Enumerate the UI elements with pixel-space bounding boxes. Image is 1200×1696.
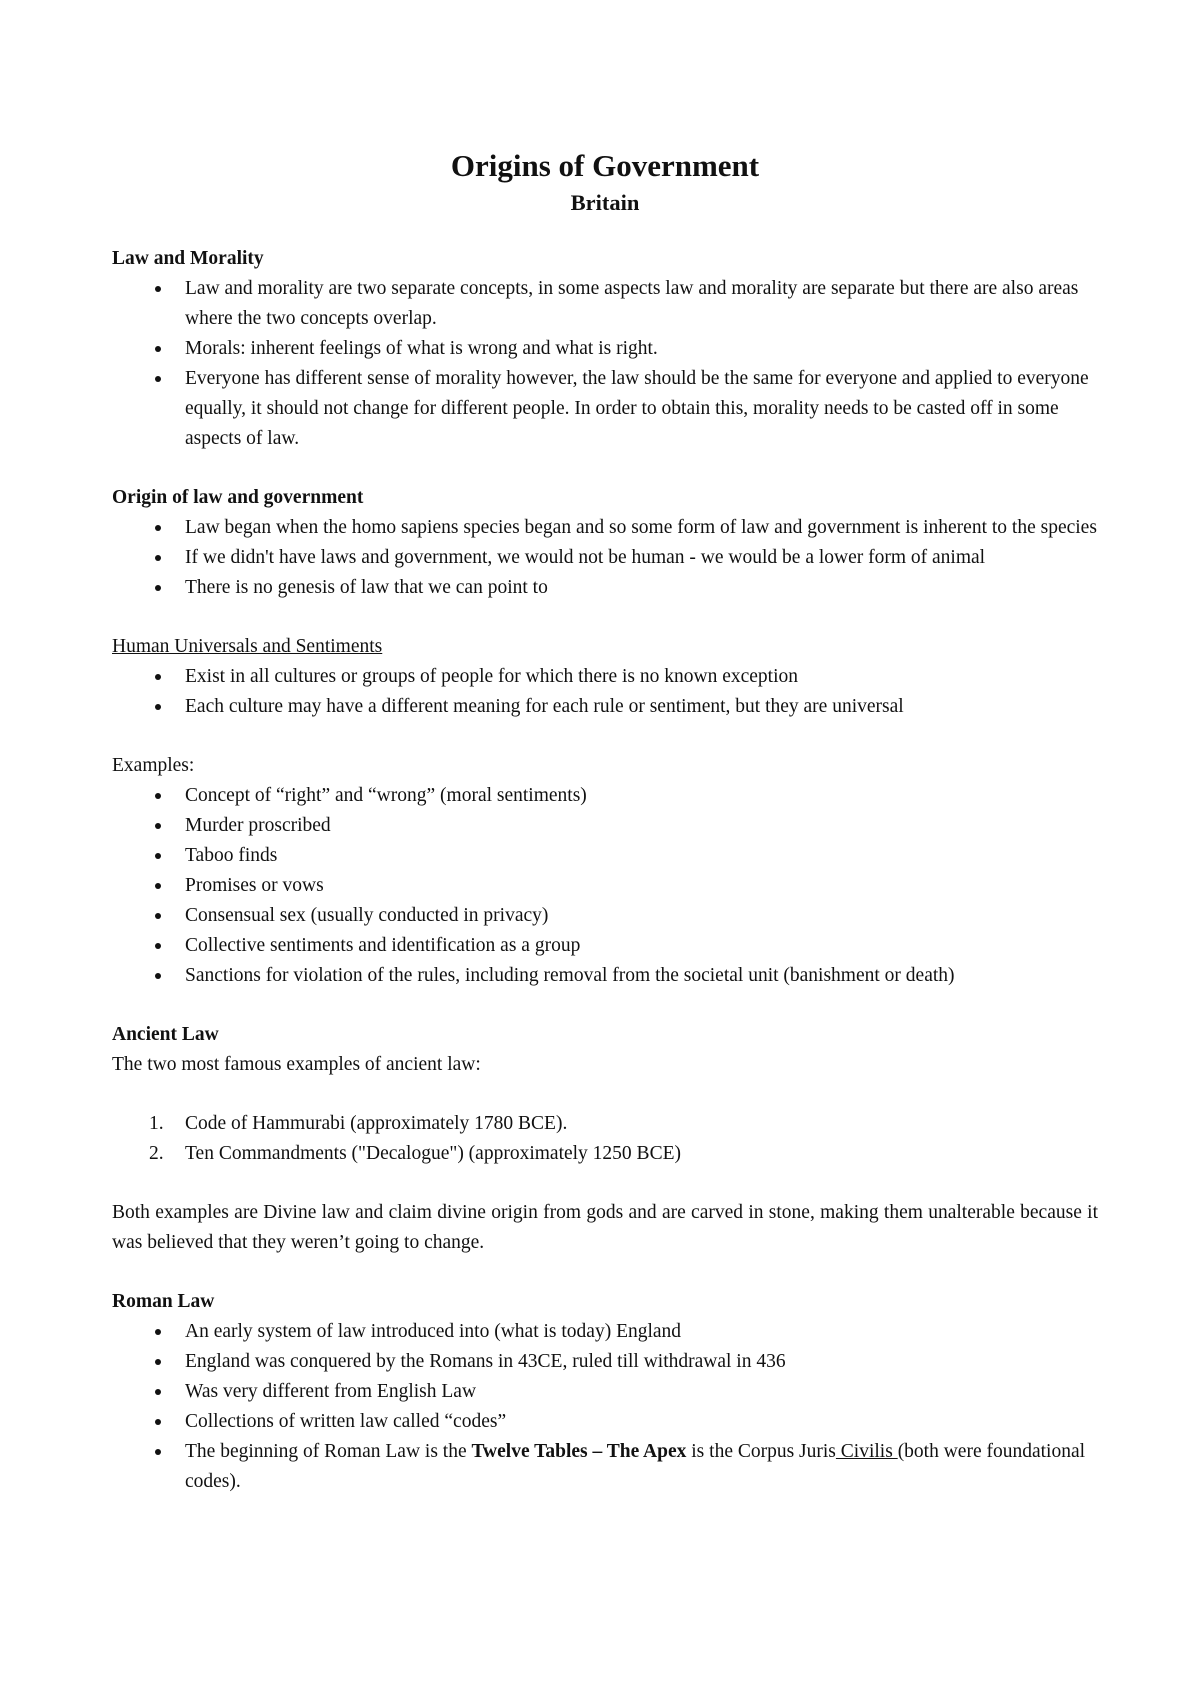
list-item: If we didn't have laws and government, we would not be human - we would be a lower form of animal — [112, 543, 1098, 573]
list-item: An early system of law introduced into (what is today) England — [112, 1317, 1098, 1347]
list-item: England was conquered by the Romans in 43CE, ruled till withdrawal in 436 — [112, 1347, 1098, 1377]
section-heading-origin: Origin of law and government — [112, 487, 364, 508]
list-item: Sanctions for violation of the rules, including removal from the societal unit (banishment or death) — [112, 961, 1098, 991]
list-item — [112, 1437, 1098, 1497]
page-title: Origins of Government — [450, 148, 760, 183]
text-run: The beginning of Roman Law is the — [185, 1441, 472, 1462]
examples-list — [112, 781, 1098, 991]
examples-label: Examples: — [112, 755, 195, 776]
list-item: Collective sentiments and identification as a group — [112, 931, 1098, 961]
section-heading-universals: Human Universals and Sentiments — [112, 636, 383, 657]
section-heading-law-morality: Law and Morality — [112, 248, 264, 269]
list-item: Promises or vows — [112, 871, 1098, 901]
item-text: Code of Hammurabi (approximately 1780 BCE). — [185, 1113, 568, 1134]
list-item: Concept of “right” and “wrong” (moral sentiments) — [112, 781, 1098, 811]
law-morality-list — [112, 274, 1098, 454]
page-subtitle: Britain — [570, 190, 640, 215]
section-heading-ancient: Ancient Law — [112, 1024, 219, 1045]
item-text: Ten Commandments ("Decalogue") (approximately 1250 BCE) — [185, 1143, 681, 1164]
numbered-item — [112, 1109, 1098, 1139]
ancient-list — [112, 1109, 1098, 1169]
ancient-intro: The two most famous examples of ancient law: — [112, 1054, 481, 1075]
list-item: Everyone has different sense of morality however, the law should be the same for everyone and applied to everyone equally, it should not change for different people. In order to obtain this, morality needs to be casted off in some aspects of law. — [112, 364, 1098, 454]
origin-list — [112, 513, 1098, 603]
item-number: 2. — [149, 1143, 164, 1164]
list-item: Law began when the homo sapiens species began and so some form of law and government is inherent to the species — [112, 513, 1098, 543]
list-item: Murder proscribed — [112, 811, 1098, 841]
list-item: There is no genesis of law that we can point to — [112, 573, 1098, 603]
list-item: Each culture may have a different meaning for each rule or sentiment, but they are universal — [112, 692, 1098, 722]
numbered-item — [112, 1139, 1098, 1169]
list-item: Morals: inherent feelings of what is wrong and what is right. — [112, 334, 1098, 364]
text-run: (both were foundational codes). — [185, 1441, 1086, 1492]
list-item: Was very different from English Law — [112, 1377, 1098, 1407]
list-item: Consensual sex (usually conducted in privacy) — [112, 901, 1098, 931]
list-item: Taboo finds — [112, 841, 1098, 871]
underlined-text: Civilis — [835, 1441, 898, 1462]
document-content — [112, 144, 1098, 1497]
item-number: 1. — [149, 1113, 164, 1134]
ancient-paragraph: Both examples are Divine law and claim divine origin from gods and are carved in stone, making them unalterable because it was believed that they weren’t going to change. — [112, 1202, 1098, 1253]
list-item: Law and morality are two separate concepts, in some aspects law and morality are separate but there are also areas where the two concepts overlap. — [112, 274, 1098, 334]
roman-list — [112, 1317, 1098, 1497]
list-item: Exist in all cultures or groups of people for which there is no known exception — [112, 662, 1098, 692]
list-item: Collections of written law called “codes” — [112, 1407, 1098, 1437]
universals-list — [112, 662, 1098, 722]
text-run: is the Corpus Juris — [686, 1441, 836, 1462]
section-heading-roman: Roman Law — [112, 1291, 215, 1312]
bold-text: Twelve Tables – The Apex — [471, 1441, 687, 1462]
